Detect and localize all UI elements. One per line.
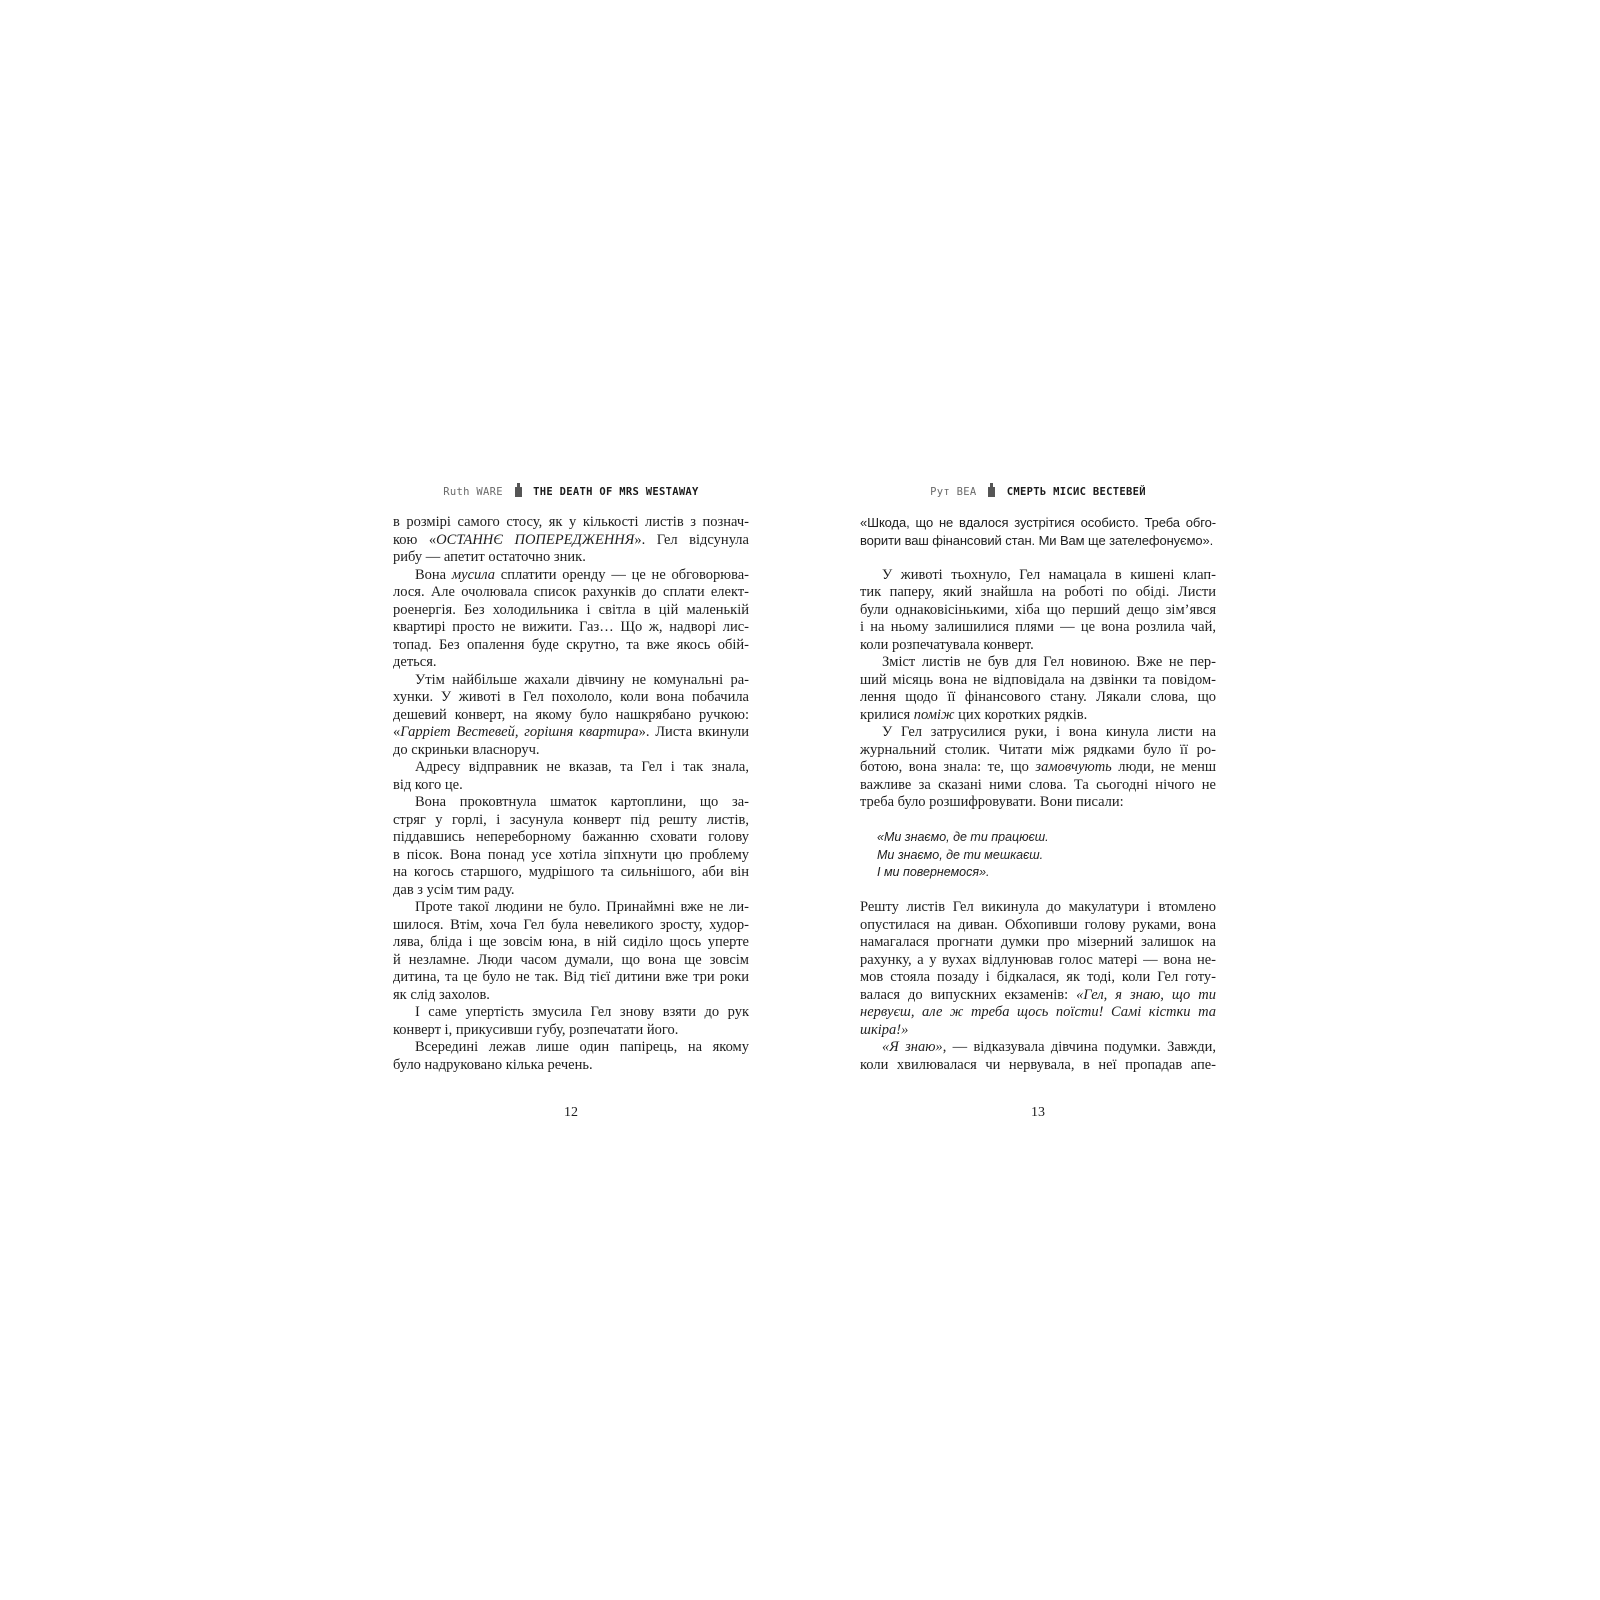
- text-fragment: Вона: [415, 566, 452, 583]
- text-line: роенергія. Без холодильника і світла в цій маленькій: [393, 601, 749, 618]
- text-line: мов стояла позаду і бідкалася, як тоді, коли Гел готу-: [860, 969, 1216, 985]
- emphasis: Гарріет Вестевей, горішня квартира: [400, 724, 639, 740]
- text-line: Адресу відправник не вказав, та Гел і так знала,: [415, 759, 749, 775]
- text-fragment: ». Гел відсунула: [634, 531, 749, 548]
- right-book-title: СМЕРТЬ МІСИС ВЕСТЕВЕЙ: [1006, 486, 1146, 498]
- text-line: опустилася на диван. Обхопивши голову руками, вона: [860, 916, 1216, 933]
- emphasis: замовчують: [1035, 759, 1112, 775]
- emphasis: поміж: [913, 706, 955, 723]
- text-line: треба було розшифровувати. Вони писали:: [860, 794, 1124, 810]
- text-line: від кого це.: [393, 776, 463, 793]
- quote-line: І ми повернемося».: [877, 865, 990, 879]
- text-line: коли хвилювалася чи нервувала, в неї пропадав апе-: [860, 1056, 1216, 1073]
- left-running-head: [393, 480, 749, 504]
- right-page-number: 13: [1031, 1105, 1045, 1120]
- tower-icon: [987, 483, 996, 497]
- text-fragment: кою «: [393, 531, 437, 548]
- threat-quote: [860, 829, 1216, 882]
- emphasis: ОСТАННЄ ПОПЕРЕДЖЕННЯ: [436, 531, 635, 548]
- text-fragment: цих коротких рядків.: [954, 706, 1088, 723]
- text-line: Вона проковтнула шматок картоплини, що за-: [415, 794, 749, 810]
- emphasis: «Гел, я знаю, що ти: [1076, 986, 1216, 1003]
- left-body-text: [393, 514, 749, 1074]
- text-fragment: крилися: [860, 706, 914, 723]
- left-page-number: 12: [564, 1105, 578, 1120]
- text-fragment: сплатити оренду — це не обговорюва-: [495, 566, 749, 583]
- text-line: в розмірі самого стосу, як у кількості листів з познач-: [393, 514, 749, 530]
- text-line: лява, бліда і ще зовсім юна, в ній сиділо щось уперте: [393, 934, 749, 950]
- text-line: були однаковісінькими, хіба що перший дещо зім’явся: [860, 601, 1216, 618]
- text-line: деться.: [393, 654, 437, 670]
- text-line: [860, 759, 1216, 777]
- quote-line: Ми знаємо, де ти мешкаєш.: [877, 847, 1044, 862]
- text-fragment: «: [393, 724, 401, 740]
- text-line: [860, 1039, 1216, 1057]
- text-line: коли розпечатувала конверт.: [860, 636, 1034, 653]
- text-line: на когось старшого, мудрішого та сильнішого, аби він: [393, 864, 749, 880]
- text-line: дешевий конверт, на якому було нашкрябано ручкою:: [393, 706, 749, 723]
- text-line: конверт і, прикусивши губу, розпечатати його.: [393, 1021, 679, 1038]
- left-author: Ruth WARE: [443, 486, 503, 498]
- text-line: тик паперу, який знайшла на роботі по обіді. Листи: [860, 584, 1216, 600]
- text-fragment: ботою, вона знала: те, що: [860, 759, 1036, 775]
- text-fragment: валася до випускних екзаменів:: [860, 986, 1077, 1003]
- text-line: У Гел затрусилися руки, і вона кинула листи на: [882, 724, 1216, 740]
- text-line: до скриньки власноруч.: [393, 741, 540, 758]
- text-line: й незламне. Люди часом думали, що вона ще зовсім: [393, 951, 749, 968]
- text-line: лення щодо її фінансового стану. Лякали слова, що: [860, 689, 1216, 705]
- text-line: Зміст листів не був для Гел новиною. Вже не пер-: [882, 654, 1216, 670]
- text-line: [860, 1004, 1216, 1022]
- text-fragment: ». Листа вкинули: [638, 724, 749, 740]
- text-line: намагалася прогнати думки про мізерний залишок на: [860, 934, 1216, 950]
- text-line: [393, 724, 749, 742]
- text-line: [393, 567, 749, 585]
- text-line: журнальний столик. Читати між рядками було її ро-: [860, 741, 1216, 758]
- text-line: важливе за сказані ними слова. Та сьогодні нічого не: [860, 776, 1216, 793]
- text-line: квартирі просто не вижити. Газ… Що ж, надворі лис-: [393, 619, 749, 635]
- text-line: хунки. У животі в Гел похололо, коли вона побачила: [393, 689, 749, 705]
- text-line: Проте такої людини не було. Принаймні вже не ли-: [415, 899, 749, 915]
- text-line: ворити ваш фінансовий стан. Ми Вам ще зателефонуємо».: [860, 532, 1214, 548]
- text-fragment: , — відказувала дівчина подумки. Завжди,: [942, 1039, 1216, 1055]
- emphasis: «Я знаю»: [882, 1039, 943, 1055]
- text-line: дитина, та це було не так. Від тієї дитини вже три роки: [393, 969, 749, 985]
- letter-text: [860, 514, 1216, 549]
- text-fragment: люди, не менш: [1111, 759, 1217, 775]
- text-line: ший місяць вона не відповідала на дзвінки та повідом-: [860, 671, 1216, 688]
- text-line: У животі тьохнуло, Гел намацала в кишені клап-: [882, 566, 1216, 583]
- text-line: дав з усім тим раду.: [393, 881, 515, 898]
- emphasis: мусила: [451, 566, 496, 583]
- text-line: рахунку, а у вухах відлунював голос матері — вона не-: [860, 951, 1216, 968]
- text-line: і на ньому залишилися плями — це вона розлила чай,: [860, 619, 1216, 635]
- text-line: стряг у горлі, і засунула конверт під решту листів,: [393, 811, 749, 828]
- right-running-head: [860, 480, 1216, 504]
- text-line: шилося. Втім, хоча Гел була невеликого зросту, худор-: [393, 916, 749, 933]
- text-line: в пісок. Вона понад усе хотіла зіпхнути цю проблему: [393, 846, 749, 863]
- text-line: [860, 1022, 1216, 1040]
- text-line: І саме упертість змусила Гел знову взяти до рук: [415, 1004, 749, 1020]
- text-line: топад. Без опалення буде скрутно, та вже якось обій-: [393, 636, 749, 653]
- left-book-title: THE DEATH OF MRS WESTAWAY: [533, 486, 699, 498]
- text-line: [860, 707, 1216, 725]
- emphasis: шкіра!»: [860, 1021, 909, 1038]
- text-line: лося. Але очолювала список рахунків до сплати елект-: [393, 584, 749, 600]
- text-line: «Шкода, що не вдалося зустрітися особисто. Треба обго-: [860, 515, 1216, 530]
- right-author: Рут ВЕА: [930, 486, 977, 498]
- quote-line: «Ми знаємо, де ти працюєш.: [877, 830, 1049, 844]
- text-line: Всередині лежав лише один папірець, на якому: [415, 1039, 749, 1055]
- tower-icon: [514, 483, 523, 497]
- text-line: піддавшись непереборному бажанню сховати голову: [393, 829, 749, 845]
- text-line: [860, 987, 1216, 1005]
- text-line: Решту листів Гел викинула до макулатури і втомлено: [860, 899, 1216, 915]
- text-line: [393, 532, 749, 550]
- right-body-text: [860, 514, 1216, 1074]
- text-line: як слід захолов.: [393, 986, 490, 1003]
- text-line: рибу — апетит остаточно зник.: [393, 549, 586, 565]
- text-line: Утім найбільше жахали дівчину не комунальні ра-: [415, 671, 749, 688]
- emphasis: нервуєш, але ж треба щось поїсти! Самі кістки та: [860, 1004, 1216, 1020]
- text-line: було надруковано кілька речень.: [393, 1056, 593, 1073]
